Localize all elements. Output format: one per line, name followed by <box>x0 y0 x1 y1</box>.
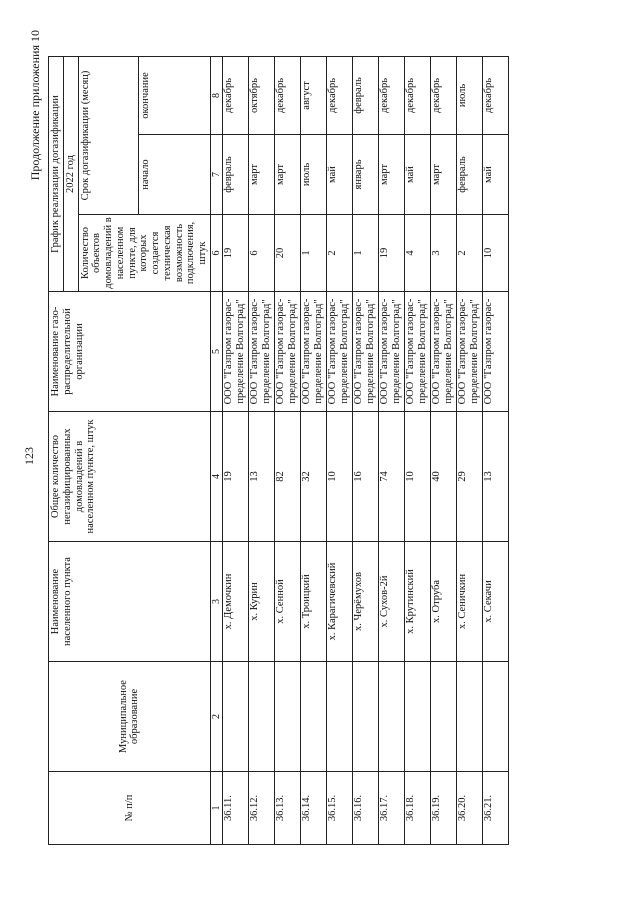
row-connection-count: 1 <box>300 215 326 292</box>
row-settlement: х. Черёмухов <box>352 542 378 662</box>
row-organization: ООО "Газпром газорас-пределение Волгоград" <box>300 292 326 412</box>
row-end-month: октябрь <box>248 56 274 134</box>
row-number: 36.13. <box>274 772 300 845</box>
column-number: 6 <box>210 215 222 292</box>
header-start: начало <box>139 135 210 215</box>
header-schedule-group: График реализации догазификации <box>49 56 64 291</box>
row-organization: ООО "Газпром газорас-пределение Волгоград" <box>248 292 274 412</box>
row-settlement: х. Сухов-2й <box>378 542 404 662</box>
row-end-month: декабрь <box>274 56 300 134</box>
row-settlement: х. Сеничкин <box>456 542 482 662</box>
row-number: 36.20. <box>456 772 482 845</box>
table-row <box>274 56 300 844</box>
row-settlement: х. Карагичевский <box>326 542 352 662</box>
row-total-households: 82 <box>274 412 300 542</box>
column-number: 1 <box>210 772 222 845</box>
row-connection-count: 2 <box>456 215 482 292</box>
row-number: 36.12. <box>248 772 274 845</box>
row-connection-count: 19 <box>222 215 248 292</box>
row-settlement: х. Секачи <box>482 542 508 662</box>
row-start-month: март <box>248 135 274 215</box>
row-connection-count: 1 <box>352 215 378 292</box>
row-start-month: февраль <box>222 135 248 215</box>
row-end-month: февраль <box>352 56 378 134</box>
row-total-households: 74 <box>378 412 404 542</box>
row-end-month: декабрь <box>430 56 456 134</box>
row-settlement: х. Отруба <box>430 542 456 662</box>
column-number: 3 <box>210 542 222 662</box>
row-number: 36.19. <box>430 772 456 845</box>
row-start-month: февраль <box>456 135 482 215</box>
row-total-households: 32 <box>300 412 326 542</box>
row-total-households: 16 <box>352 412 378 542</box>
row-municipality <box>430 662 456 772</box>
header-settlement: Наименование населенного пункта <box>49 542 211 662</box>
row-number: 36.11. <box>222 772 248 845</box>
row-connection-count: 2 <box>326 215 352 292</box>
row-municipality <box>378 662 404 772</box>
column-number: 4 <box>210 412 222 542</box>
row-number: 36.18. <box>404 772 430 845</box>
row-number: 36.17. <box>378 772 404 845</box>
row-start-month: май <box>404 135 430 215</box>
table-row <box>300 56 326 844</box>
row-total-households: 40 <box>430 412 456 542</box>
row-settlement: х. Курин <box>248 542 274 662</box>
column-number: 7 <box>210 135 222 215</box>
table-row <box>326 56 352 844</box>
row-total-households: 13 <box>482 412 508 542</box>
row-number: 36.21. <box>482 772 508 845</box>
row-end-month: декабрь <box>222 56 248 134</box>
row-connection-count: 3 <box>430 215 456 292</box>
row-settlement: х. Троицкий <box>300 542 326 662</box>
row-number: 36.16. <box>352 772 378 845</box>
table-row <box>378 56 404 844</box>
header-total-households: Общее количество негазифицированных домовладений в населенном пункте, штук <box>49 412 211 542</box>
column-number-row <box>210 56 222 844</box>
row-start-month: май <box>326 135 352 215</box>
row-number: 36.15. <box>326 772 352 845</box>
table-row <box>222 56 248 844</box>
row-start-month: январь <box>352 135 378 215</box>
table-row <box>430 56 456 844</box>
row-organization: ООО "Газпром газорас-пределение Волгоград" <box>222 292 248 412</box>
header-connection-count: Количество объектов домовладений в населенном пункте, для которых создается техническая возможность подключения, штук <box>78 215 210 292</box>
row-end-month: декабрь <box>378 56 404 134</box>
header-municipality: Муниципальное образование <box>49 662 211 772</box>
row-organization: ООО "Газпром газорас-пределение Волгоград" <box>404 292 430 412</box>
row-municipality <box>300 662 326 772</box>
row-municipality <box>274 662 300 772</box>
row-connection-count: 4 <box>404 215 430 292</box>
row-total-households: 29 <box>456 412 482 542</box>
column-number: 5 <box>210 292 222 412</box>
row-start-month: март <box>274 135 300 215</box>
row-municipality <box>222 662 248 772</box>
row-municipality <box>326 662 352 772</box>
row-settlement: х. Демочкин <box>222 542 248 662</box>
header-year: 2022 год <box>63 56 78 291</box>
row-total-households: 10 <box>404 412 430 542</box>
row-municipality <box>482 662 508 772</box>
table-row <box>482 56 508 844</box>
row-total-households: 19 <box>222 412 248 542</box>
row-total-households: 10 <box>326 412 352 542</box>
row-organization: ООО "Газпром газорас-пределение Волгоград" <box>378 292 404 412</box>
row-start-month: март <box>378 135 404 215</box>
row-total-households: 13 <box>248 412 274 542</box>
row-connection-count: 10 <box>482 215 508 292</box>
gasification-schedule-table <box>48 56 509 845</box>
row-end-month: декабрь <box>326 56 352 134</box>
header-row-1 <box>49 56 64 844</box>
appendix-header: Продолжение приложения 10 <box>28 30 42 181</box>
row-municipality <box>456 662 482 772</box>
row-connection-count: 19 <box>378 215 404 292</box>
column-number: 8 <box>210 56 222 134</box>
row-start-month: июль <box>300 135 326 215</box>
row-settlement: х. Сенной <box>274 542 300 662</box>
header-number: № п/п <box>49 772 211 845</box>
row-connection-count: 6 <box>248 215 274 292</box>
row-settlement: х. Крутинский <box>404 542 430 662</box>
table-row <box>404 56 430 844</box>
row-organization: ООО "Газпром газорас-пределение Волгоград" <box>456 292 482 412</box>
table-body <box>222 56 508 844</box>
header-deadline: Срок догазификации (месяц) <box>78 56 139 214</box>
row-organization: ООО "Газпром газорас- <box>482 292 508 412</box>
page-number: 123 <box>22 447 36 465</box>
row-start-month: март <box>430 135 456 215</box>
row-start-month: май <box>482 135 508 215</box>
row-organization: ООО "Газпром газорас-пределение Волгоград" <box>274 292 300 412</box>
row-end-month: декабрь <box>404 56 430 134</box>
row-organization: ООО "Газпром газорас-пределение Волгоград" <box>352 292 378 412</box>
row-organization: ООО "Газпром газорас-пределение Волгоград" <box>430 292 456 412</box>
row-municipality <box>404 662 430 772</box>
table-row <box>352 56 378 844</box>
row-organization: ООО "Газпром газорас-пределение Волгоград" <box>326 292 352 412</box>
row-end-month: декабрь <box>482 56 508 134</box>
row-municipality <box>352 662 378 772</box>
table-row <box>456 56 482 844</box>
table-row <box>248 56 274 844</box>
header-end: окончание <box>139 56 210 134</box>
column-number: 2 <box>210 662 222 772</box>
row-end-month: август <box>300 56 326 134</box>
row-number: 36.14. <box>300 772 326 845</box>
row-end-month: июль <box>456 56 482 134</box>
header-organization: Наименование газо-распределительной организации <box>49 292 211 412</box>
row-municipality <box>248 662 274 772</box>
row-connection-count: 20 <box>274 215 300 292</box>
